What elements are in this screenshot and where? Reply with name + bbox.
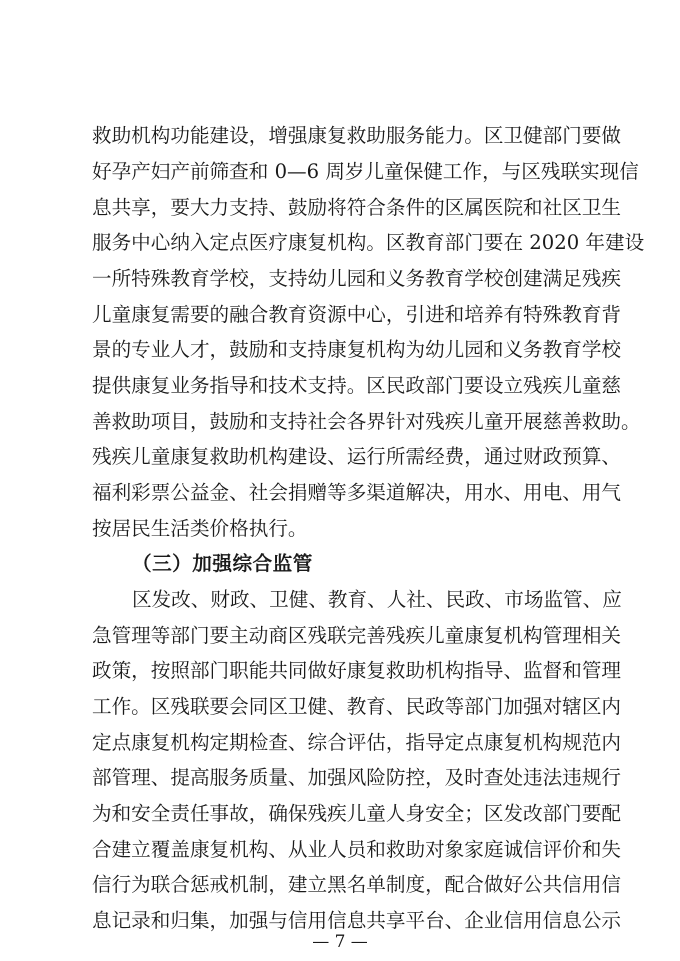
paragraph-2-line-2: 急管理等部门要主动商区残联完善残疾儿童康复机构管理相关 bbox=[92, 624, 622, 647]
paragraph-1-line-12: 按居民生活类价格执行。 bbox=[92, 517, 308, 540]
paragraph-1-line-9: 善救助项目，鼓励和支持社会各界针对残疾儿童开展慈善救助。 bbox=[92, 410, 641, 433]
paragraph-1-line-8: 提供康复业务指导和技术支持。区民政部门要设立残疾儿童慈 bbox=[92, 374, 622, 397]
paragraph-1-line-6: 儿童康复需要的融合教育资源中心，引进和培养有特殊教育背 bbox=[92, 303, 622, 326]
paragraph-2-line-6: 部管理、提高服务质量、加强风险防控，及时查处违法违规行 bbox=[92, 766, 622, 789]
paragraph-1-line-3: 息共享，要大力支持、鼓励将符合条件的区属医院和社区卫生 bbox=[92, 196, 622, 219]
paragraph-2-line-10: 息记录和归集，加强与信用信息共享平台、企业信用信息公示 bbox=[92, 909, 622, 932]
paragraph-2-line-4: 工作。区残联要会同区卫健、教育、民政等部门加强对辖区内 bbox=[92, 695, 622, 718]
paragraph-2-line-7: 为和安全责任事故，确保残疾儿童人身安全；区发改部门要配 bbox=[92, 802, 622, 825]
paragraph-1-line-2: 好孕产妇产前筛查和 0—6 周岁儿童保健工作，与区残联实现信 bbox=[92, 160, 639, 183]
paragraph-2-line-9: 信行为联合惩戒机制，建立黑名单制度，配合做好公共信用信 bbox=[92, 873, 622, 896]
page-number: — 7 — bbox=[312, 932, 368, 952]
paragraph-1-line-4: 服务中心纳入定点医疗康复机构。区教育部门要在 2020 年建设 bbox=[92, 231, 645, 254]
paragraph-1-line-1: 救助机构功能建设，增强康复救助服务能力。区卫健部门要做 bbox=[92, 124, 622, 147]
paragraph-1-line-7: 景的专业人才，鼓励和支持康复机构为幼儿园和义务教育学校 bbox=[92, 338, 622, 361]
paragraph-1-line-5: 一所特殊教育学校，支持幼儿园和义务教育学校创建满足残疾 bbox=[92, 267, 622, 290]
paragraph-2-line-1: 区发改、财政、卫健、教育、人社、民政、市场监管、应 bbox=[132, 588, 622, 611]
paragraph-1-line-11: 福利彩票公益金、社会捐赠等多渠道解决，用水、用电、用气 bbox=[92, 481, 622, 504]
section-heading: （三）加强综合监管 bbox=[132, 552, 313, 575]
paragraph-2-line-3: 政策，按照部门职能共同做好康复救助机构指导、监督和管理 bbox=[92, 659, 622, 682]
paragraph-1-line-10: 残疾儿童康复救助机构建设、运行所需经费，通过财政预算、 bbox=[92, 445, 622, 468]
paragraph-2-line-8: 合建立覆盖康复机构、从业人员和救助对象家庭诚信评价和失 bbox=[92, 838, 622, 861]
paragraph-2-line-5: 定点康复机构定期检查、综合评估，指导定点康复机构规范内 bbox=[92, 731, 622, 754]
